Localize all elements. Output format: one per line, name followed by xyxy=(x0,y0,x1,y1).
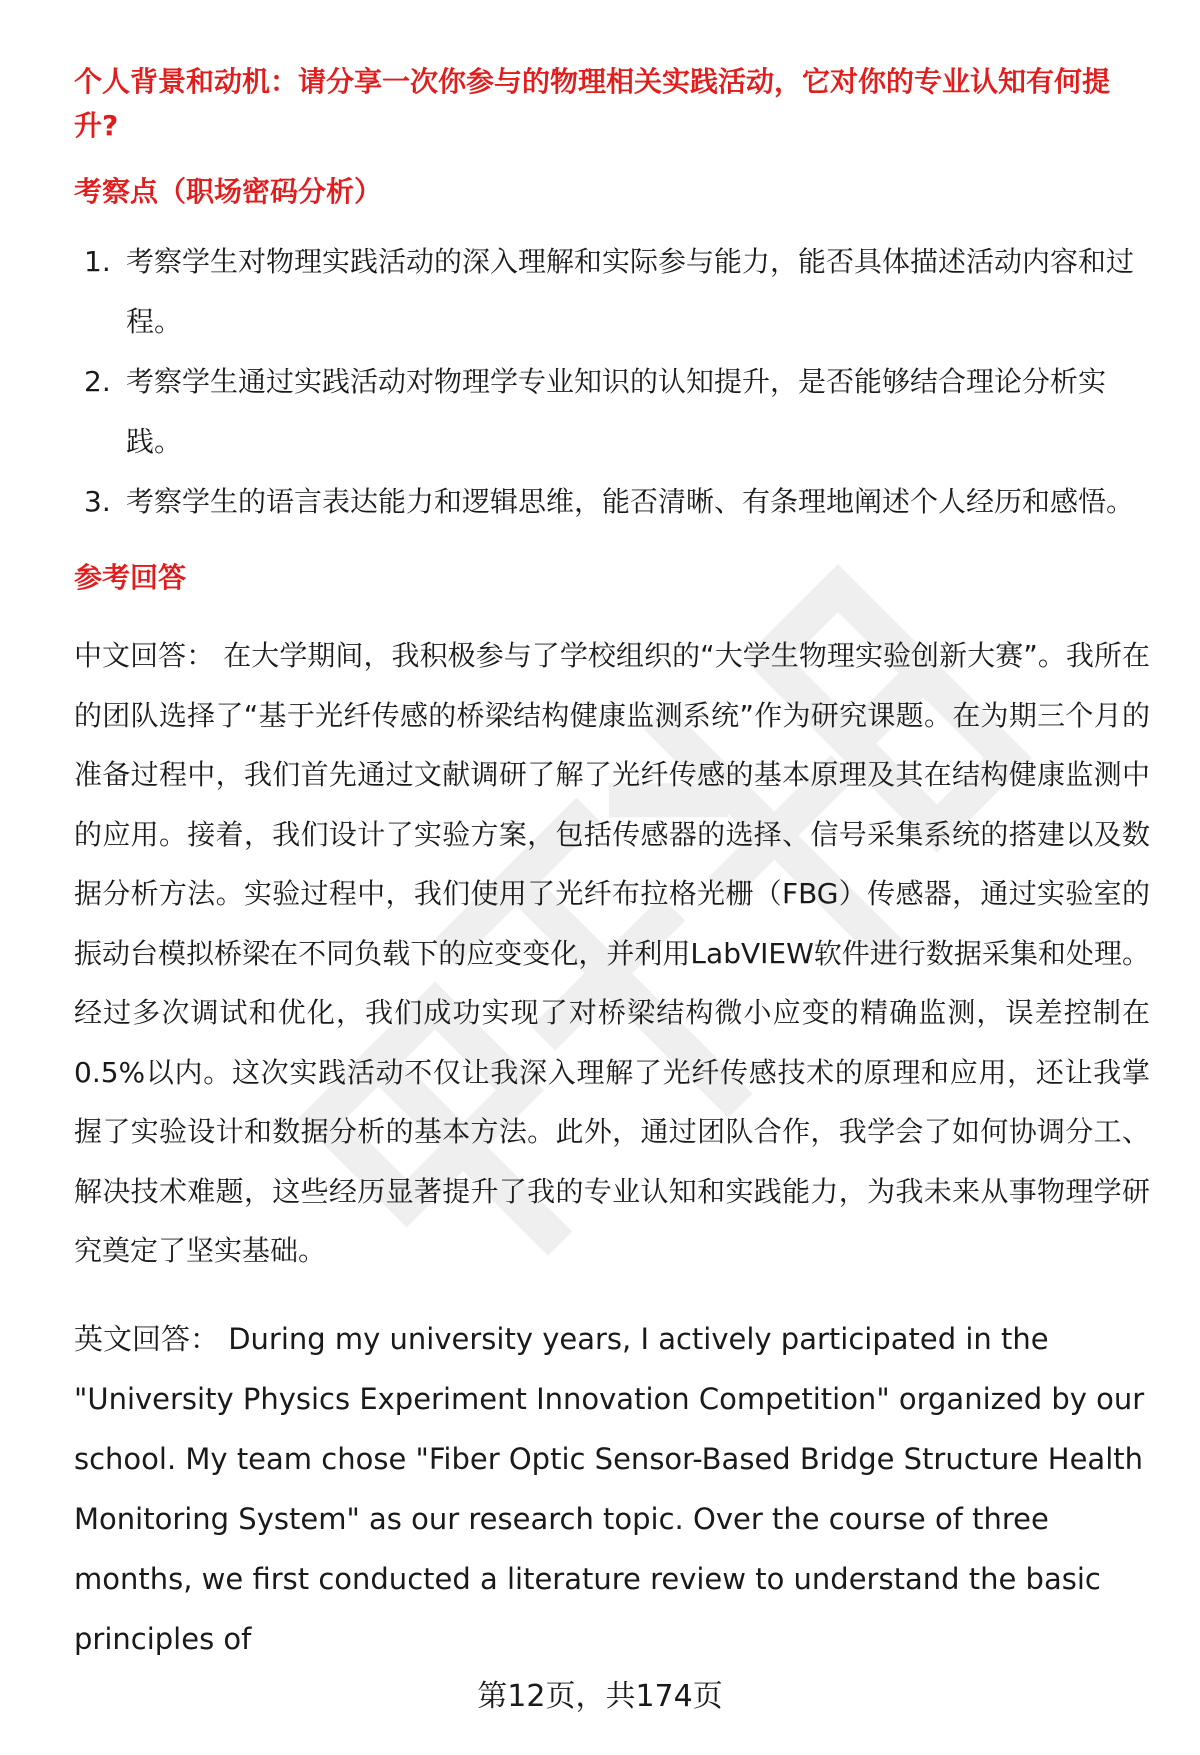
english-answer-paragraph: 英文回答： During my university years, I actively participated in the "University Physics Experiment Innovation Competition" organized by our school. My team chose "Fiber Optic Sensor-Based Bridge Structure Health Monitoring System" as our research topic. Over the course of three months, we first conducted a literature review to understand the basic principles of xyxy=(74,1321,1145,1656)
chinese-answer-paragraph: 中文回答： 在大学期间，我积极参与了学校组织的“大学生物理实验创新大赛”。我所在的团队选择了“基于光纤传感的桥梁结构健康监测系统”作为研究课题。在为期三个月的准备过程中，我们首先通过文献调研了解了光纤传感的基本原理及其在结构健康监测中的应用。接着，我们设计了实验方案，包括传感器的选择、信号采集系统的搭建以及数据分析方法。实验过程中，我们使用了光纤布拉格光栅（FBG）传感器，通过实验室的振动台模拟桥梁在不同负载下的应变变化，并利用LabVIEW软件进行数据采集和处理。经过多次调试和优化，我们成功实现了对桥梁结构微小应变的精确监测，误差控制在0.5%以内。这次实践活动不仅让我深入理解了光纤传感技术的原理和应用，还让我掌握了实验设计和数据分析的基本方法。此外，通过团队合作，我学会了如何协调分工、解决技术难题，这些经历显著提升了我的专业认知和实践能力，为我未来从事物理学研究奠定了坚实基础。 xyxy=(74,639,1150,1267)
reference-answer-heading: 参考回答 xyxy=(74,561,187,594)
list-number: 1. xyxy=(84,245,111,278)
exam-points-heading: 考察点（职场密码分析） xyxy=(74,175,383,208)
list-item xyxy=(74,472,1150,532)
exam-points-list xyxy=(74,232,1150,532)
list-item xyxy=(74,232,1150,352)
list-number: 3. xyxy=(84,485,111,518)
list-item-text: 考察学生的语言表达能力和逻辑思维，能否清晰、有条理地阐述个人经历和感悟。 xyxy=(126,485,1135,518)
page-number-footer: 第12页，共174页 xyxy=(477,1679,723,1714)
list-item-text: 考察学生通过实践活动对物理学专业知识的认知提升，是否能够结合理论分析实践。 xyxy=(126,365,1107,458)
main-content xyxy=(74,56,1150,1669)
list-item xyxy=(74,352,1150,472)
list-item-text: 考察学生对物理实践活动的深入理解和实际参与能力，能否具体描述活动内容和过程。 xyxy=(126,245,1135,338)
list-number: 2. xyxy=(84,365,111,398)
question-title: 个人背景和动机：请分享一次你参与的物理相关实践活动，它对你的专业认知有何提升? xyxy=(74,65,1111,142)
